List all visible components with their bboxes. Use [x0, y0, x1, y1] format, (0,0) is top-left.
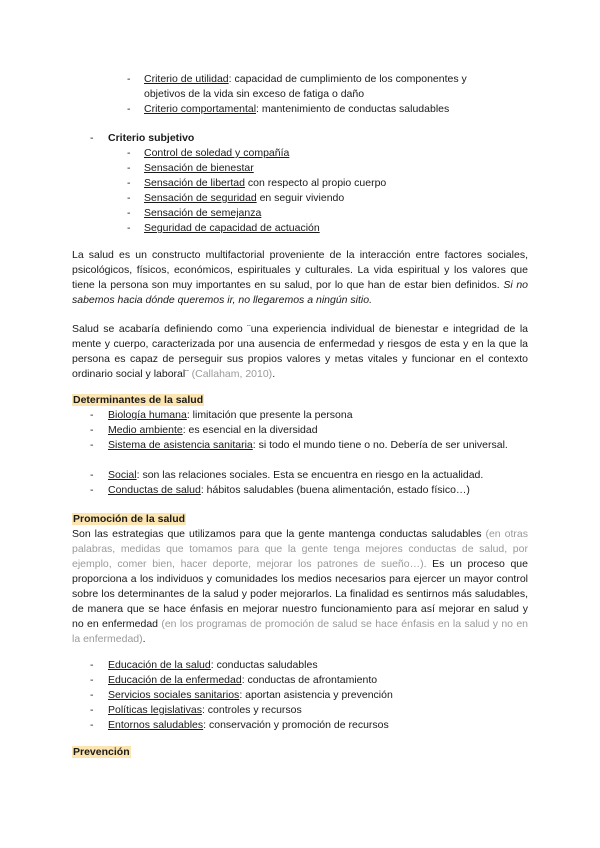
definition: con respecto al propio cuerpo: [245, 177, 387, 189]
heading-text: Prevención: [73, 746, 130, 758]
list-dash: -: [127, 103, 131, 115]
definition: : controles y recursos: [201, 704, 302, 716]
term: Sensación de bienestar: [144, 162, 254, 174]
definition: : mantenimiento de conductas saludables: [256, 103, 450, 115]
list-item: [108, 703, 302, 718]
list-item: [108, 658, 318, 673]
definition: en seguir viviendo: [256, 192, 345, 204]
list-dash: -: [90, 689, 94, 701]
gray-aside: (en otras palabras, medidas que tomamos para que la gente tenga mejores conductas de salud, por ejemplo, comer bien, hacer deporte, mejorar los patrones de sueño…).: [72, 528, 528, 570]
list-item: [144, 191, 344, 206]
subjective-title: Criterio subjetivo: [108, 132, 195, 144]
list-dash: -: [90, 132, 94, 144]
italic-quote: Si no sabemos hacia dónde queremos ir, no llegaremos a ningún sitio.: [72, 279, 528, 306]
paragraph-promocion: [72, 527, 528, 647]
list-dash: -: [90, 719, 94, 731]
list-dash: -: [127, 177, 131, 189]
list-item: [144, 176, 386, 191]
term: Social: [108, 469, 137, 481]
section-heading-prevencion: [72, 745, 131, 760]
term: Sensación de libertad: [144, 177, 245, 189]
list-dash: -: [127, 147, 131, 159]
paragraph-salud-constructo: [72, 248, 528, 308]
term: Educación de la salud: [108, 659, 211, 671]
list-dash: -: [90, 469, 94, 481]
paragraph-text: La salud es un constructo multifactorial proveniente de la interacción entre factores sociales, psicológicos, físicos, económicos, espirituales y culturales. La vida espiritual y los valores que tiene la persona son muy importantes en su salud, por lo que han de estar bien definidos.: [72, 249, 528, 291]
definition: : conservación y promoción de recursos: [203, 719, 389, 731]
term: Control de soledad y compañía: [144, 147, 290, 159]
list-dash: -: [127, 73, 131, 85]
list-item: [108, 688, 393, 703]
term: Biología humana: [108, 409, 187, 421]
list-item: [144, 72, 528, 87]
term: Conductas de salud: [108, 484, 201, 496]
list-dash: -: [127, 207, 131, 219]
paragraph-text: Son las estrategias que utilizamos para que la gente mantenga conductas saludables: [72, 528, 486, 540]
heading-text: Promoción de la salud: [73, 513, 186, 525]
section-heading-determinantes: [72, 393, 204, 408]
gray-aside: (en los programas de promoción de salud se hace énfasis en la salud y no en la enfermedad): [72, 618, 528, 645]
term: Criterio de utilidad: [144, 73, 229, 85]
list-item: [144, 161, 254, 176]
paragraph-salud-definicion: [72, 322, 528, 382]
list-dash: -: [90, 424, 94, 436]
list-dash: -: [127, 162, 131, 174]
list-item: [108, 718, 389, 733]
definition: : aportan asistencia y prevención: [239, 689, 393, 701]
list-dash: -: [90, 659, 94, 671]
term: Seguridad de capacidad de actuación: [144, 222, 320, 234]
term: Sistema de asistencia sanitaria: [108, 439, 253, 451]
definition: : son las relaciones sociales. Esta se encuentra en riesgo en la actualidad.: [136, 469, 484, 481]
list-item: [144, 206, 261, 221]
definition: : conductas de afrontamiento: [241, 674, 378, 686]
term: Entornos saludables: [108, 719, 204, 731]
list-item: [144, 146, 289, 161]
list-dash: -: [90, 409, 94, 421]
paragraph-text: Salud se acabaría definiendo como ¨una experiencia individual de bienestar e integridad de la mente y cuerpo, caracterizada por una ausencia de enfermedad y riesgos de esta y en la que la persona es capaz de perseguir sus propios valores y metas vitales y funcionar en el contexto ordinario social y laboral¨: [72, 323, 528, 380]
section-heading-promocion: [72, 512, 186, 527]
list-dash: -: [90, 674, 94, 686]
list-dash: -: [127, 192, 131, 204]
list-item-continuation: objetivos de la vida sin exceso de fatiga o daño: [144, 88, 365, 100]
definition: : capacidad de cumplimiento de los componentes y: [228, 73, 467, 85]
list-item: [144, 221, 320, 236]
term: Medio ambiente: [108, 424, 183, 436]
definition: : limitación que presente la persona: [186, 409, 353, 421]
definition: : conductas saludables: [210, 659, 318, 671]
list-dash: -: [90, 439, 94, 451]
list-item: [108, 483, 470, 498]
definition: : si todo el mundo tiene o no. Debería de ser universal.: [252, 439, 508, 451]
term: Servicios sociales sanitarios: [108, 689, 240, 701]
citation: (Callaham, 2010): [191, 368, 273, 380]
list-dash: -: [90, 704, 94, 716]
list-item: [144, 102, 449, 117]
term: Sensación de seguridad: [144, 192, 257, 204]
list-item: [108, 673, 377, 688]
term: Criterio comportamental: [144, 103, 257, 115]
list-item: [108, 438, 528, 453]
list-dash: -: [90, 484, 94, 496]
heading-text: Determinantes de la salud: [73, 394, 204, 406]
list-item: [108, 468, 483, 483]
term: Sensación de semejanza: [144, 207, 262, 219]
definition: : hábitos saludables (buena alimentación, estado físico…): [200, 484, 470, 496]
list-item: [108, 408, 353, 423]
paragraph-text: Es un proceso que proporciona a los individuos y comunidades los medios necesarios para ejercer un mayor control sobre los determinantes de la salud y poder mejorarlos. La finalidad es sentirnos más saludables, de manera que se hace énfasis en mejorar nuestro funcionamiento para así mejorar en salud y no en enfermedad: [72, 558, 528, 630]
paragraph-end: .: [142, 633, 146, 645]
list-item: [108, 423, 318, 438]
term: Educación de la enfermedad: [108, 674, 242, 686]
definition: : es esencial en la diversidad: [182, 424, 318, 436]
list-dash: -: [127, 222, 131, 234]
paragraph-end: .: [272, 368, 276, 380]
term: Políticas legislativas: [108, 704, 202, 716]
